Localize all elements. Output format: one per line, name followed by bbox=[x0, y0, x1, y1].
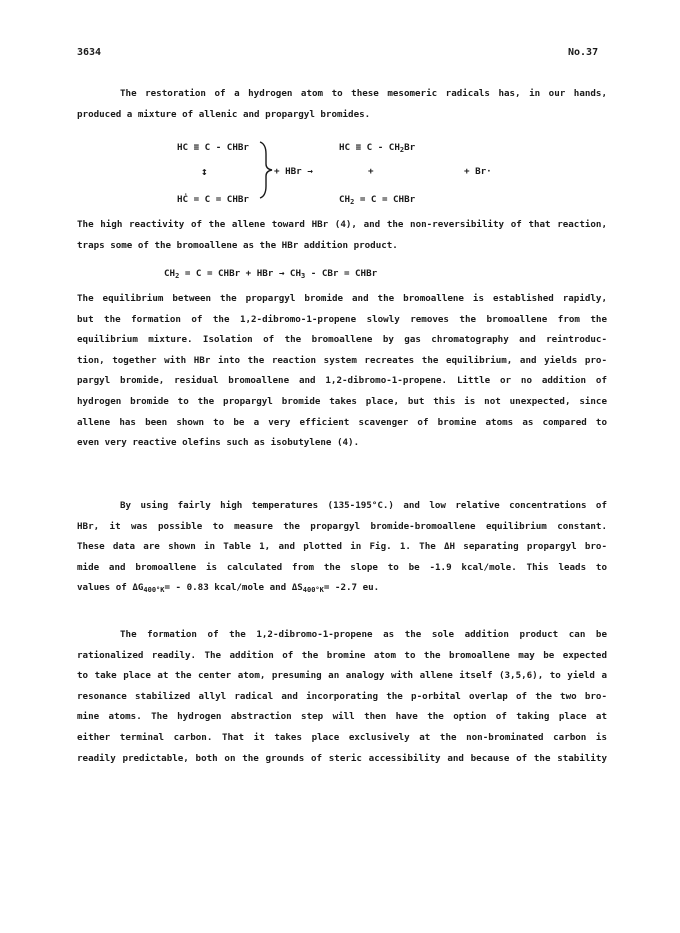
text-line: By using fairly high temperatures (135-195°C.) and low relative concentrations of bbox=[120, 500, 607, 511]
text-line: The restoration of a hydrogen atom to these mesomeric radicals has, in our hands, bbox=[120, 88, 607, 99]
text-line: but the formation of the 1,2-dibromo-1-propene slowly removes the bromoallene from the bbox=[77, 313, 607, 325]
text-line: readily predictable, both on the grounds of steric accessibility and because of the stability bbox=[77, 752, 607, 764]
text-line: produced a mixture of allenic and propargyl bromides. bbox=[77, 108, 371, 120]
text-line: resonance stabilized allyl radical and incorporating the p-orbital overlap of the two bro- bbox=[77, 690, 607, 702]
text-line: hydrogen bromide to the propargyl bromide takes place, but this is not unexpected, since bbox=[77, 395, 607, 407]
text-line: tion, together with HBr into the reaction system recreates the equilibrium, and yields pro- bbox=[77, 354, 607, 366]
bromoallene-formula: $CH_2 = C$ = CHBr bbox=[339, 194, 416, 206]
text-line: HBr, it was possible to measure the propargyl bromide-bromoallene equilibrium constant. bbox=[77, 520, 607, 532]
text-line: The high reactivity of the allene toward HBr (4), and the non-reversibility of that reaction, bbox=[77, 219, 607, 230]
paragraph-1 bbox=[77, 84, 607, 125]
left-brace-icon bbox=[258, 140, 274, 200]
text-line: mine atoms. The hydrogen abstraction step will then have the option of taking place at bbox=[77, 711, 607, 723]
thermo-values-line: values of $\Delta G_{400^\circ K}= - 0.83$ kcal/mole and $\Delta S_{400^\circ K}= -2.7$ eu. bbox=[77, 582, 380, 595]
bromine-radical: + Br· bbox=[464, 166, 492, 177]
text-line: pargyl bromide, residual bromoallene and 1,2-dibromo-1-propene. Little or no addition of bbox=[77, 375, 607, 387]
text-line: allene has been shown to be a very efficient scavenger of bromine atoms as compared to bbox=[77, 416, 607, 428]
text-line: mide and bromoallene is calculated from the slope to be -1.9 kcal/mole. This leads to bbox=[77, 561, 607, 573]
hbr-reagent: + HBr → bbox=[274, 166, 313, 177]
text-line: rationalized readily. The addition of the bromine atom to the bromoallene may be expected bbox=[77, 649, 607, 661]
paragraph-4 bbox=[77, 496, 607, 599]
text-line: The formation of the 1,2-dibromo-1-propene as the sole addition product can be bbox=[120, 629, 607, 640]
addition-equation: $CH_2 = C$ = CHBr + HBr → $CH_3$ - CBr = CHBr bbox=[164, 268, 378, 280]
text-line: These data are shown in Table 1, and plotted in Fig. 1. The ΔH separating propargyl bro- bbox=[77, 541, 607, 553]
text-line: to take place at the center atom, presuming an analogy with allene itself (3,5,6), to yield a bbox=[77, 670, 607, 682]
paragraph-5 bbox=[77, 625, 607, 769]
resonance-arrow: ↕ bbox=[201, 165, 208, 178]
text-line: traps some of the bromoallene as the HBr addition product. bbox=[77, 239, 398, 251]
paragraph-2 bbox=[77, 215, 607, 256]
text-line: even very reactive olefins such as isobutylene (4). bbox=[77, 437, 360, 449]
issue-number: No.37 bbox=[568, 47, 599, 58]
text-line: either terminal carbon. That it takes place exclusively at the non-brominated carbon is bbox=[77, 731, 607, 743]
paragraph-3 bbox=[77, 289, 607, 454]
text-line: equilibrium mixture. Isolation of the bromoallene by gas chromatography and reintroduc- bbox=[77, 334, 607, 346]
page-number: 3634 bbox=[77, 47, 102, 58]
propargyl-radical-formula: HC ≡ C - CHBr bbox=[177, 142, 249, 153]
text-line: The equilibrium between the propargyl bromide and the bromoallene is established rapidly, bbox=[77, 293, 607, 304]
plus-sign: + bbox=[368, 166, 374, 177]
allenyl-radical-formula: HĊ = C = CHBr bbox=[177, 194, 249, 205]
propargyl-bromide-formula: HC ≡ C - $CH_2Br$ bbox=[339, 142, 416, 154]
